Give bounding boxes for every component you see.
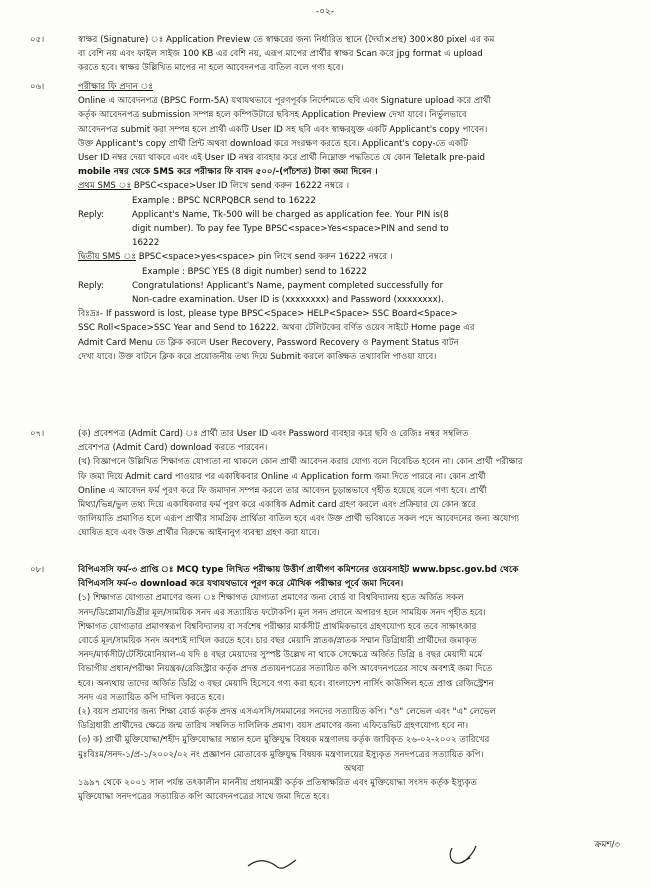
- section-line: ঘোষিত হবে এবং উক্ত প্রার্থীর বিরুদ্ধে আইনানুগ ব্যবস্থা গ্রহণ করা যাবে।: [78, 528, 320, 539]
- note-line: দেখা যাবে। উক্ত বাটনে ক্লিক করে প্রয়োজনীয় তথ্য দিয়ে Submit করলে কাঙ্ক্ষিত তথ্যাবলি পাওয়া যাবে।: [78, 351, 437, 362]
- section-line: বিপিএসসি ফর্ম-৩ download করে যথাযথভাবে পূরণ করে মৌখিক পরীক্ষার পূর্বে জমা দিবেন।: [78, 579, 404, 590]
- section-line: সনদ/ডিপ্লোমা/ডিগ্রীর মূল/সাময়িক সনদ এর সত্যায়িত ফটোকপি। মূল সনদ প্রদানে অপারগ হলে সাময়িক সনদ গৃহীত হবে।: [78, 607, 486, 618]
- section-line: ডিগ্রিধারী প্রার্থীদের ক্ষেত্রে জন্ম তারিখ সম্বলিত দালিলিক প্রমাণ। বয়স প্রমাণের জন্য এফিডেভিট গ্রহণযোগ্য হবে না।: [78, 721, 469, 732]
- section-number: ০৬।: [30, 82, 45, 92]
- section-line: প্রবেশপত্র (Admit Card) download করতে পারবেন।: [78, 443, 268, 454]
- section-line: User ID নম্বর দেয়া থাকবে এবং এই User ID নম্বর ব্যবহার করে প্রার্থী নিম্নোক্ত পদ্ধতিতে যে কোন Teletalk pre-paid: [78, 153, 485, 164]
- section-line: (২) বয়স প্রমাণের জন্য শিক্ষা বোর্ড কর্তৃক প্রদত্ত এসএসসি/সমমানের সনদের সত্যায়িত কপি। "ও" লেভেল এবং "এ" লেভেল: [78, 707, 496, 718]
- note-line: Admit Card Menu তে ক্লিক করলে User Recovery, Password Recovery ও Payment Status বাটন: [78, 337, 459, 348]
- section-heading: পরীক্ষার ফি প্রদান ঃ: [78, 82, 153, 92]
- note-line: SSC Roll<Space>SSC Year and Send to 16222. অথবা টেলিটকের বর্ণিত ওয়েব সাইটে Home page এর: [78, 323, 475, 334]
- sms1-example: Example : BPSC NCRPQBCR send to 16222: [132, 195, 316, 206]
- reply2-line: Non-cadre examination. User ID is (xxxxxxxx) and Password (xxxxxxxx).: [132, 295, 444, 306]
- page-number: -০২-: [315, 7, 335, 17]
- reply1-line: 16222: [132, 238, 160, 249]
- section-line: mobile নম্বর থেকে SMS করে পরীক্ষার ফি বাবদ ৫০০/-(পাঁচশত) টাকা জমা দিবেন ।: [78, 167, 378, 178]
- section-line: ১৯৯৭ থেকে ২০০১ সাল পর্যন্ত তৎকালীন মাননীয় প্রধানমন্ত্রী কর্তৃক প্রতিস্বাক্ষরিত এবং মুক্তিযোদ্ধা সংসদ কর্তৃক ইস্যুকৃত: [78, 778, 477, 789]
- section-line: মুক্তিযোদ্ধা সনদপত্রের সত্যায়িত কপি আবেদনপত্রের সাথে জমা দিতে হবে।: [78, 792, 330, 803]
- section-line: কর্তৃক আবেদনপত্র submission সম্পন্ন হলে কম্পিউটারে ছবিসহ Application Preview দেখা যাবে। নির্ভুলভাবে: [78, 110, 467, 121]
- section-line: মিথ্যা/ভিন্ন/ভুল তথ্য দিয়ে একাধিকবার ফর্ম পূরণ করে একাধিক Admit card গ্রহণ করলে এবং প্রক্রিয়ার যে কোন স্তরে: [78, 500, 476, 511]
- section-line: বোর্ডে মূল/সাময়িক সনদ অবশ্যই দাখিল করতে হবে। চার বছর মেয়াদি স্নাতক/স্নাতক সম্মান ডিগ্রিধারী প্রার্থীদের জমাকৃত: [78, 636, 477, 647]
- section-number: ০৫।: [30, 35, 45, 45]
- sms2-example: Example : BPSC YES (8 digit number) send to 16222: [142, 266, 367, 277]
- section-line: সনদ/মার্কসীট/টেস্টিমোনিয়াল-এ যদি ৪ বছর মেয়াদের সুস্পষ্ট উল্লেখ না থাকে সেক্ষেত্রে অর্জিত ডিগ্রি ৪ বছর মেয়াদী মর্মে: [78, 650, 483, 661]
- reply1-line: Applicant's Name, Tk-500 will be charged as application fee. Your PIN is(8: [132, 209, 449, 220]
- section-line: (ক) প্রবেশপত্র (Admit Card) ঃ প্রার্থী তার User ID এবং Password ব্যবহার করে ছবি ও রেজিঃ নম্বর সম্বলিত: [78, 429, 469, 439]
- section-line: (৩) ক) প্রার্থী মুক্তিযোদ্ধা/শহীদ মুক্তিযোদ্ধার সন্তান হলে মুক্তিযুদ্ধ বিষয়ক মন্ত্রণালয় কর্তৃক জারিকৃত ২৬-০২-২০০২ তারিখের: [78, 735, 490, 746]
- section-line: সনদ এর সত্যায়িত কপি দাখিল করতে হবে।: [78, 692, 225, 703]
- sms2-label: দ্বিতীয় SMS ঃ: [78, 252, 136, 263]
- note-line: বিঃদ্রঃ- If password is lost, please type BPSC<Space> HELP<Space> SSC Board<Space>: [78, 309, 458, 320]
- section-line: Online এ আবেদন ফর্ম পূরণ করে ফি জমাদান সম্পন্ন করলে তার আবেদন চূড়ান্তভাবে গৃহীত হয়েছে বলে গণ্য হবে। প্রার্থী: [78, 485, 487, 496]
- section-line: মুঃবিঃম/সনদ-১/প্র-১/২০০২/০২ নং প্রজ্ঞাপন মোতাবেক মুক্তিযুদ্ধ বিষয়ক মন্ত্রণালয়ের ইস্যুকৃত সনদপত্রের সত্যায়িত কপি।: [78, 749, 484, 760]
- reply2-line: Congratulations! Applicant's Name, payment completed successfully for: [132, 280, 444, 291]
- section-line: উক্ত Applicant's copy প্রার্থী প্রিন্ট অথবা download করে সংরক্ষণ করতে হবে। Applicant's copy-তে একটি: [78, 138, 468, 149]
- sms1-label: প্রথম SMS ঃ: [78, 181, 132, 192]
- section-line: (১) শিক্ষাগত যোগ্যতা প্রমাণের জন্য ঃ শিক্ষাগত যোগ্যতা প্রমাণের জন্য বোর্ড বা বিশ্ববিদ্যালয় হতে অর্জিত সকল: [78, 593, 464, 604]
- sms1-text: BPSC<space>User ID লিখে send করুন 16222 নম্বরে ।: [133, 181, 350, 192]
- section-line: জালিয়াতি প্রমাণিত হলে এরূপ প্রার্থীর সামগ্রিক প্রার্থিতা বাতিল হবে এবং উক্ত প্রার্থী ভবিষ্যতে সকল পদে আবেদনের জন্য অযোগ্য: [78, 514, 519, 525]
- continued-marker: ক্রমশ/৩: [594, 840, 620, 850]
- section-line: বিভাগীয় প্রধান/পরীক্ষা নিয়ন্ত্রক/রেজিস্ট্রার কর্তৃক প্রদত্ত প্রত্যয়নপত্রের সত্যায়িত কপি আবেদনপত্রের সাথে অবশ্যই জমা দিতে: [78, 664, 493, 675]
- reply1-label: Reply:: [78, 209, 105, 220]
- section-line: Online এ আবেদনপত্র (BPSC Form-5A) যথাযথভাবে পূরণপূর্বক নির্দেশমতে ছবি এবং Signature upload করে প্রার্থী: [78, 96, 491, 107]
- section-line: ফি জমা দিয়ে Admit card পাওয়ার পর একাধিকবার Online এ Application form জমা দিতে পারবে না। কোন প্রার্থী: [78, 471, 486, 482]
- section-line: শিক্ষাগত যোগ্যতার প্রমাণস্বরূপ বিশ্ববিদ্যালয় বা সর্বশেষ পরীক্ষার মার্কসীট প্রাথমিকভাবে গ্রহণযোগ্য হবে তবে সাক্ষাৎকার: [78, 621, 477, 632]
- section-line: অথবা: [343, 763, 365, 774]
- reply2-label: Reply:: [78, 280, 105, 291]
- section-line: করতে হবে। স্বাক্ষর উল্লিখিত মাপের না হলে আবেদনপত্র বাতিল বলে গণ্য হবে।: [78, 63, 344, 74]
- section-line: (খ) বিজ্ঞাপনে উল্লিখিত শিক্ষাগত যোগ্যতা না থাকলে কোন প্রার্থী আবেদন করার যোগ্য বলে বিবেচিত হবেন না। কোন প্রার্থী পরীক্ষার: [78, 457, 523, 468]
- section-number: ০৮।: [30, 565, 45, 575]
- section-line: আবেদনপত্র submit করা সম্পন্ন হলে প্রার্থী একটি User ID সহ ছবি এবং স্বাক্ষরযুক্ত একটি Applicant's copy পাবেন।: [78, 124, 488, 135]
- sms2-text: BPSC<space>yes<space> pin লিখে send করুন 16222 নম্বরে ।: [138, 252, 393, 263]
- section-line: বিপিএসসি ফর্ম-৩ প্রাপ্তি ঃ MCQ type লিখিত পরীক্ষায় উত্তীর্ণ প্রার্থীগণ কমিশনের ওয়েবসাইট www.bpsc.gov.bd থেকে: [78, 565, 519, 575]
- reply1-line: digit number). To pay fee Type BPSC<space>Yes<space>PIN and send to: [132, 224, 449, 235]
- section-line: বা বেশি নয় এবং ফাইল সাইজ 100 KB এর বেশি নয়, এরূপ মাপের প্রার্থীর স্বাক্ষর Scan করে jpg format এ upload: [78, 49, 483, 60]
- section-line: হবে। অন্যথায় তাদের অর্জিত ডিগ্রি ৩ বছর মেয়াদি হিসেবে গণ্য করা হবে। বাংলাদেশ নার্সিং কাউন্সিল হতে প্রাপ্ত রেজিস্ট্রেশন: [78, 678, 494, 689]
- section-line: স্বাক্ষর (Signature) ঃ Application Preview তে স্বাক্ষরের জন্য নির্ধারিত স্থানে (দৈর্ঘ্য×প্রস্থ) 300×80 pixel এর কম: [78, 35, 495, 45]
- section-number: ০৭।: [30, 429, 45, 439]
